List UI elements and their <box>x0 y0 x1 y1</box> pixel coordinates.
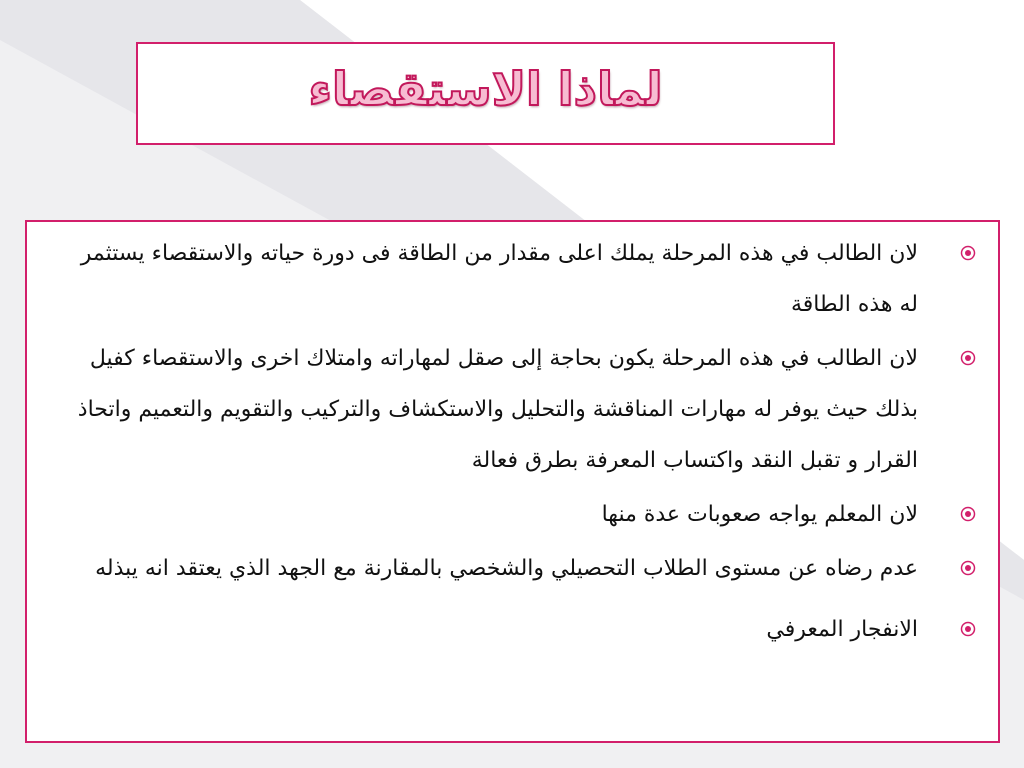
target-bullet-icon <box>960 333 976 384</box>
bullet-text: لان المعلم يواجه صعوبات عدة منها <box>601 502 918 527</box>
bullet-item-4 <box>70 543 988 594</box>
slide-title: لماذا الاستقصاء <box>308 62 663 116</box>
bullet-text: الانفجار المعرفي <box>766 617 918 642</box>
bullet-list <box>70 228 988 768</box>
target-bullet-icon <box>960 489 976 540</box>
bullet-text: عدم رضاه عن مستوى الطلاب التحصيلي والشخصي بالمقارنة مع الجهد الذي يعتقد انه يبذله <box>95 556 918 581</box>
target-bullet-icon <box>960 543 976 594</box>
bullet-text: لان الطالب في هذه المرحلة يكون بحاجة إلى صقل لمهاراته وامتلاك اخرى والاستقصاء كفيل بذلك حيث يوفر له مهارات المناقشة والتحليل والاستكشاف والتركيب والتقويم والتعميم واتحاذ القرار و تقبل النقد واكتساب المعرفة بطرق فعالة <box>77 346 918 473</box>
target-bullet-icon <box>960 604 976 655</box>
bullet-text: لان الطالب في هذه المرحلة يملك اعلى مقدار من الطاقة فى دورة حياته والاستقصاء يستثمر له هذه الطاقة <box>80 241 918 317</box>
bullet-item-1 <box>70 228 988 330</box>
title-box <box>136 42 835 145</box>
bullet-item-2 <box>70 333 988 486</box>
bullet-item-3 <box>70 489 988 540</box>
bullet-item-5 <box>70 604 988 655</box>
target-bullet-icon <box>960 228 976 279</box>
